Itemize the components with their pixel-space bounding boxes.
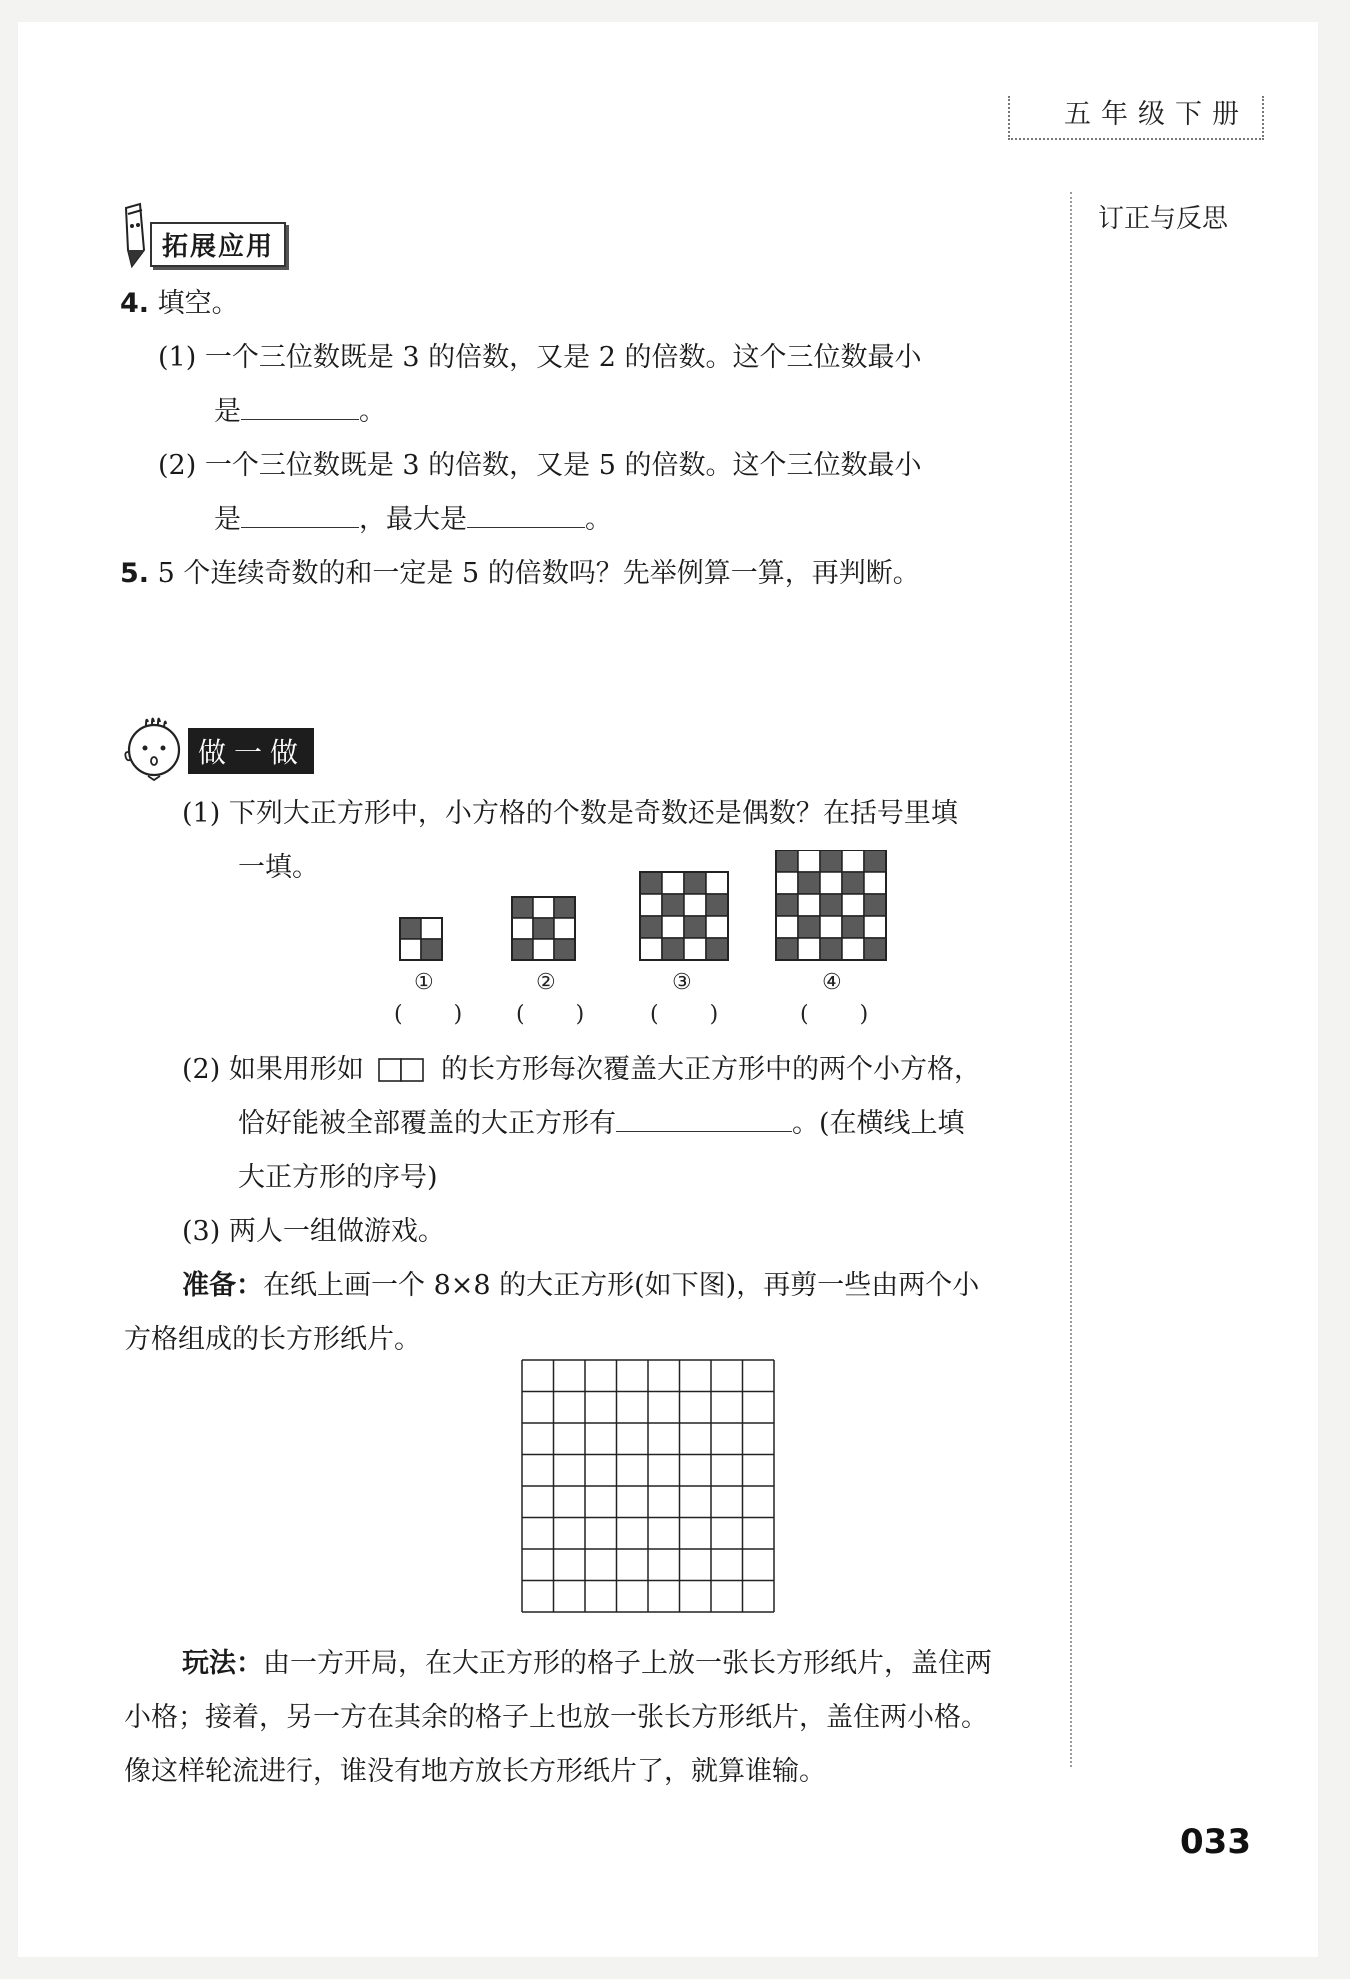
q4-title [120, 286, 239, 322]
activity-part2-line2 [238, 1106, 965, 1142]
activity-part2-line1 [182, 1052, 981, 1088]
activity-part2-text-b: 的长方形每次覆盖大正方形中的两个小方格， [441, 1054, 982, 1085]
section-title-extension: 拓展应用 [150, 222, 286, 267]
q4-part1-answer-blank[interactable] [241, 395, 359, 420]
board-3-cell [684, 894, 706, 916]
play-line2: 小格；接着，另一方在其余的格子上也放一张长方形纸片，盖住两小格。 [124, 1702, 988, 1733]
board-2-cell [512, 897, 533, 918]
board-2-cell [512, 918, 533, 939]
q5 [120, 556, 920, 592]
prep-text-1: 在纸上画一个 8×8 的大正方形(如下图)，再剪一些由两个小 [263, 1270, 980, 1301]
figure-label-3: ③ [672, 970, 692, 995]
board-3-cell [662, 938, 684, 960]
q4-instruction: 填空。 [157, 288, 239, 319]
figure-label-2: ② [536, 970, 556, 995]
q4-part2-text-c: 。 [585, 504, 612, 535]
board-4-cell [820, 916, 842, 938]
q4-part2-text-b: ，最大是 [359, 504, 467, 535]
board-3-cell [706, 872, 728, 894]
play-line1 [182, 1646, 992, 1682]
q5-text: 5 个连续奇数的和一定是 5 的倍数吗？先举例算一算，再判断。 [157, 558, 920, 589]
board-4-cell [820, 872, 842, 894]
q4-part2-min-blank[interactable] [241, 503, 359, 528]
board-4-cell [798, 894, 820, 916]
play-text-1: 由一方开局，在大正方形的格子上放一张长方形纸片，盖住两 [263, 1648, 992, 1679]
board-4-cell [820, 850, 842, 872]
board-4-cell [798, 916, 820, 938]
figure-label-4: ④ [822, 970, 842, 995]
board-4-cell [864, 916, 886, 938]
prep-line1 [182, 1268, 979, 1304]
prep-line2: 方格组成的长方形纸片。 [124, 1324, 421, 1355]
margin-divider [1070, 192, 1072, 1767]
board-4-cell [842, 916, 864, 938]
board-4-cell [842, 938, 864, 960]
board-3-cell [662, 872, 684, 894]
q4-part1-text-b: 。 [359, 396, 386, 427]
board-3-cell [684, 916, 706, 938]
board-2-cell [533, 939, 554, 960]
board-4-cell [864, 938, 886, 960]
board-2-cell [554, 939, 575, 960]
domino-shape-icon [378, 1058, 426, 1084]
section-title-activity: 做一做 [188, 728, 314, 774]
answer-paren-1[interactable]: ( ) [394, 1002, 485, 1027]
board-2-cell [512, 939, 533, 960]
board-2-cell [533, 918, 554, 939]
board-4-cell [842, 894, 864, 916]
board-4-cell [798, 850, 820, 872]
q4-part2-line1: (2) 一个三位数既是 3 的倍数，又是 5 的倍数。这个三位数最小 [158, 450, 922, 481]
activity-part3: (3) 两人一组做游戏。 [182, 1216, 445, 1247]
play-label: 玩法： [182, 1648, 263, 1679]
board-2-cell [554, 918, 575, 939]
q4-part2-text-a: 是 [214, 504, 241, 535]
board-4-cell [842, 850, 864, 872]
play-line3: 像这样轮流进行，谁没有地方放长方形纸片了，就算谁输。 [124, 1756, 826, 1787]
q4-part2-max-blank[interactable] [467, 503, 585, 528]
board-4-cell [798, 938, 820, 960]
eight-by-eight-grid [520, 1358, 776, 1614]
board-4-cell [776, 872, 798, 894]
page-number: 033 [1180, 1822, 1251, 1862]
activity-part1-line2: 一填。 [238, 852, 319, 883]
cartoon-face-icon [118, 712, 190, 782]
board-4-cell [864, 872, 886, 894]
checkerboard-figures [396, 850, 906, 970]
board-3-cell [640, 938, 662, 960]
board-3-cell [706, 916, 728, 938]
board-3-cell [662, 894, 684, 916]
activity-part2-answer-blank[interactable] [616, 1107, 792, 1132]
board-4-cell [776, 938, 798, 960]
board-3-cell [706, 938, 728, 960]
grade-label: 五年级下册 [1064, 99, 1249, 130]
board-4-cell [776, 894, 798, 916]
pencil-icon [118, 200, 148, 270]
board-4-cell [842, 872, 864, 894]
board-4-cell [798, 872, 820, 894]
answer-paren-2[interactable]: ( ) [516, 1002, 607, 1027]
activity-part2-text-c: 恰好能被全部覆盖的大正方形有 [238, 1108, 616, 1139]
answer-paren-3[interactable]: ( ) [650, 1002, 741, 1027]
board-2-cell [533, 897, 554, 918]
activity-part2-line3: 大正方形的序号) [238, 1162, 438, 1193]
q4-part1-line2 [214, 394, 386, 430]
answer-paren-4[interactable]: ( ) [800, 1002, 891, 1027]
board-4-cell [864, 850, 886, 872]
board-3-cell [706, 894, 728, 916]
board-4-cell [820, 894, 842, 916]
board-4-cell [820, 938, 842, 960]
board-2-cell [554, 897, 575, 918]
prep-label: 准备： [182, 1270, 263, 1301]
sidebar-title: 订正与反思 [1098, 204, 1229, 234]
activity-part2-text-a: (2) 如果用形如 [182, 1054, 364, 1085]
board-3-cell [684, 938, 706, 960]
board-1-cell [400, 918, 421, 939]
q4-part1-text-a: 是 [214, 396, 241, 427]
board-4-cell [776, 916, 798, 938]
board-4-cell [864, 894, 886, 916]
board-1-cell [421, 939, 442, 960]
board-3-cell [662, 916, 684, 938]
activity-part2-text-d: 。(在横线上填 [792, 1108, 965, 1139]
q4-part2-line2 [214, 502, 612, 538]
board-3-cell [640, 872, 662, 894]
q5-number: 5. [120, 558, 150, 589]
q4-number: 4. [120, 288, 150, 319]
board-3-cell [684, 872, 706, 894]
activity-part1-line1: (1) 下列大正方形中，小方格的个数是奇数还是偶数？在括号里填 [182, 798, 958, 829]
board-1-cell [400, 939, 421, 960]
board-3-cell [640, 894, 662, 916]
board-4-cell [776, 850, 798, 872]
q4-part1-line1: (1) 一个三位数既是 3 的倍数，又是 2 的倍数。这个三位数最小 [158, 342, 922, 373]
figure-label-1: ① [414, 970, 434, 995]
board-1-cell [421, 918, 442, 939]
board-3-cell [640, 916, 662, 938]
